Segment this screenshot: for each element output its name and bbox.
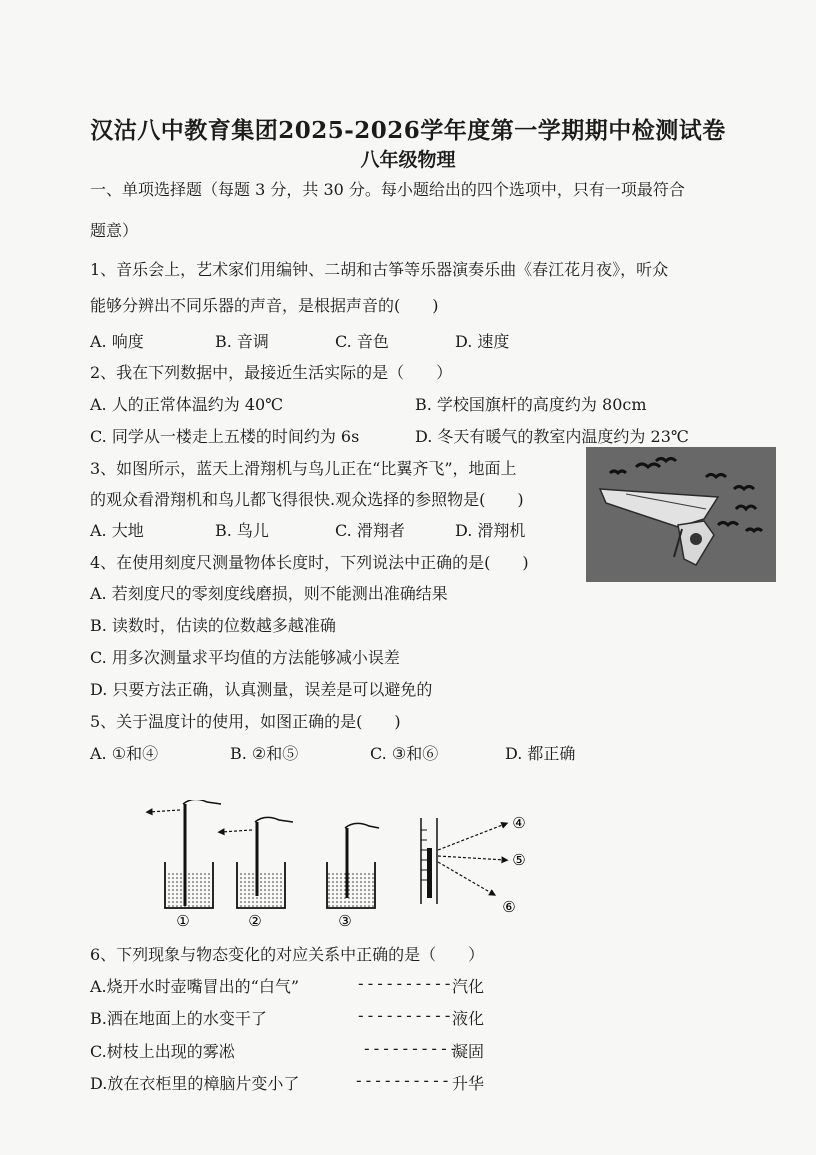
fig-label-4: ④ <box>512 814 526 832</box>
fig-label-6: ⑥ <box>502 898 516 916</box>
q5-option-a: A. ①和④ <box>90 744 159 763</box>
q2-option-b: B. 学校国旗杆的高度约为 80cm <box>415 395 647 414</box>
q6-option-c-dash: ---------- <box>362 1039 459 1058</box>
q1-stem: 1、音乐会上，艺术家们用编钟、二胡和古筝等乐器演奏乐曲《春江花月夜》，听众 <box>90 260 669 279</box>
q3-option-a: A. 大地 <box>90 521 144 540</box>
q5-option-b: B. ②和⑤ <box>230 744 299 763</box>
q3-option-d: D. 滑翔机 <box>455 521 526 540</box>
thermometer-figure <box>135 800 545 935</box>
exam-title: 汉沽八中教育集团2025-2026学年度第一学期期中检测试卷 <box>90 117 726 144</box>
q4-option-d: D. 只要方法正确，认真测量，误差是可以避免的 <box>90 680 433 699</box>
section-heading-cont: 题意） <box>90 221 139 240</box>
q1-option-c: C. 音色 <box>335 332 389 351</box>
q3-stem-cont: 的观众看滑翔机和鸟儿都飞得很快.观众选择的参照物是( ) <box>90 490 524 509</box>
q1-option-b: B. 音调 <box>215 332 269 351</box>
q6-option-a: A.烧开水时壶嘴冒出的“白气” <box>90 977 300 996</box>
q2-option-a: A. 人的正常体温约为 40℃ <box>90 395 284 414</box>
beaker-2 <box>221 817 293 908</box>
fig-label-2: ② <box>248 912 262 930</box>
q3-option-b: B. 鸟儿 <box>215 521 269 540</box>
glider-photo <box>586 447 776 582</box>
q6-option-b-answer: 液化 <box>452 1009 485 1028</box>
q6-option-c: C.树枝上出现的雾凇 <box>90 1042 235 1061</box>
q6-option-b-dash: ---------- <box>356 1006 453 1025</box>
q6-option-a-dash: ---------- <box>356 974 453 993</box>
q4-option-a: A. 若刻度尺的零刻度线磨损，则不能测出准确结果 <box>90 584 448 603</box>
q6-option-a-answer: 汽化 <box>452 977 485 996</box>
q6-option-c-answer: 凝固 <box>452 1042 485 1061</box>
q4-option-b: B. 读数时，估读的位数越多越准确 <box>90 616 336 635</box>
fig-label-1: ① <box>176 912 190 930</box>
q2-option-c: C. 同学从一楼走上五楼的时间约为 6s <box>90 427 360 446</box>
q5-option-d: D. 都正确 <box>505 744 576 763</box>
beaker-3 <box>327 823 379 908</box>
q6-option-d-answer: 升华 <box>452 1074 485 1093</box>
q1-option-d: D. 速度 <box>455 332 510 351</box>
q6-stem: 6、下列现象与物态变化的对应关系中正确的是（ ） <box>90 945 485 964</box>
fig-label-3: ③ <box>338 912 352 930</box>
fig-label-5: ⑤ <box>512 851 526 869</box>
exam-subtitle: 八年级物理 <box>360 149 456 171</box>
q6-option-d-dash: ---------- <box>354 1071 451 1090</box>
section-heading: 一、单项选择题（每题 3 分，共 30 分。每小题给出的四个选项中，只有一项最符合 <box>90 180 685 199</box>
q3-option-c: C. 滑翔者 <box>335 521 405 540</box>
q2-stem: 2、我在下列数据中，最接近生活实际的是（ ） <box>90 363 453 382</box>
q4-stem: 4、在使用刻度尺测量物体长度时，下列说法中正确的是( ) <box>90 553 529 572</box>
q1-option-a: A. 响度 <box>90 332 144 351</box>
beaker-1 <box>149 800 221 908</box>
q5-option-c: C. ③和⑥ <box>370 744 439 763</box>
thermometer-scale <box>421 818 505 904</box>
q1-stem-cont: 能够分辨出不同乐器的声音，是根据声音的( ) <box>90 296 439 315</box>
q6-option-b: B.洒在地面上的水变干了 <box>90 1009 267 1028</box>
q2-option-d: D. 冬天有暖气的教室内温度约为 23℃ <box>415 427 689 446</box>
q3-stem: 3、如图所示，蓝天上滑翔机与鸟儿正在“比翼齐飞”，地面上 <box>90 459 517 478</box>
q6-option-d: D.放在衣柜里的樟脑片变小了 <box>90 1074 300 1093</box>
q5-stem: 5、关于温度计的使用，如图正确的是( ) <box>90 712 401 731</box>
q4-option-c: C. 用多次测量求平均值的方法能够减小误差 <box>90 648 400 667</box>
